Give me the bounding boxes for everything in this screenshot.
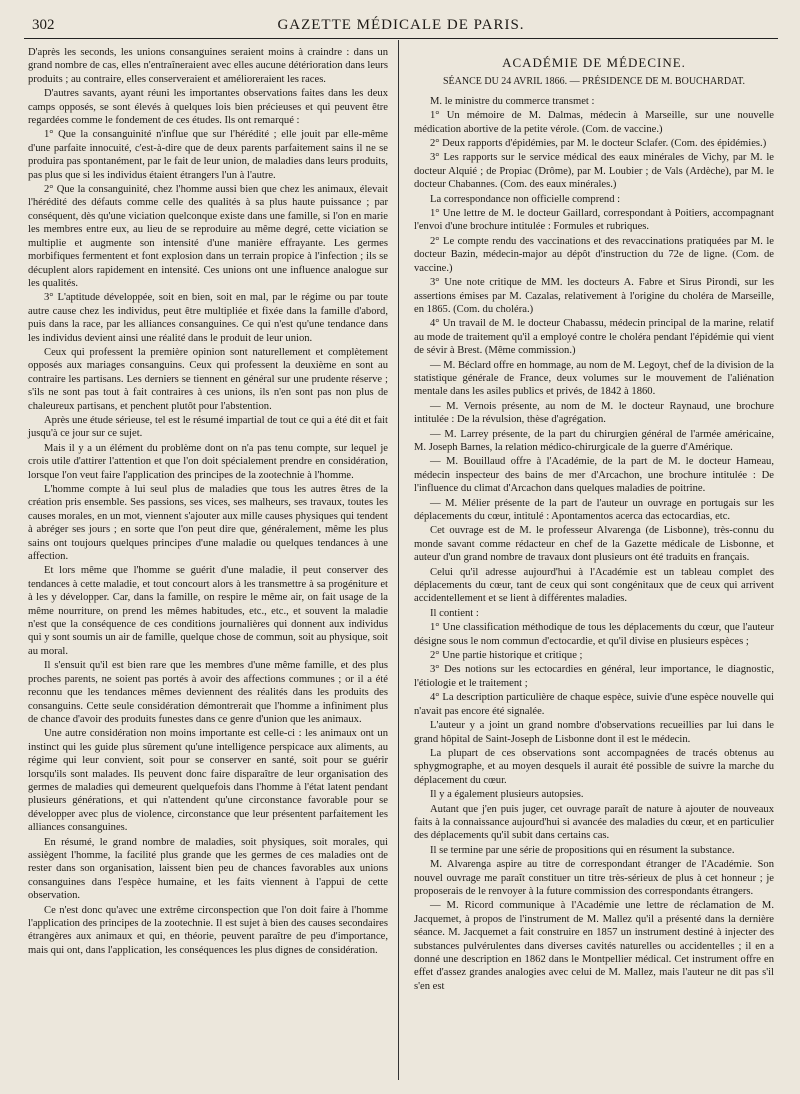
paragraph: Il s'ensuit qu'il est bien rare que les membres d'une même famille, et des plus proches parents, ne soient pas portés à avoir des affections communes ; or il a été reconnu que les tendances mêmes deviennent des réalités dans les produits des consanguins. Cette seule considération démontrerait que l'homme a infiniment plus de chance d'avoir des produits funestes dans ce genre d'union que les animaux. — [28, 660, 388, 725]
page-number: 302 — [32, 17, 55, 33]
paragraph: 1° Un mémoire de M. Dalmas, médecin à Marseille, sur une nouvelle médication abortive de la petite vérole. (Com. de vaccine.) — [414, 110, 774, 135]
paragraph: Il contient : — [430, 607, 479, 619]
paragraph: 2° Que la consanguinité, chez l'homme aussi bien que chez les animaux, élevait l'hérédité des défauts comme celle des qualités à sa plus haute puissance ; par conséquent, dès qu'une viciation quelconque existe dans une famille, si l'on en marie les membres entre eux, au lieu de se reproduire au même degré, cette viciation se multiplie et augmente son intensité d'une manière effrayante. Les germes morbifiques fermentent et font explosion dans un terrain propice à l'infection ; ils se décuplent alors rapidement en intensité. Ces unions ont une influence analogue sur les qualités. — [28, 184, 388, 289]
paragraph: — M. Vernois présente, au nom de M. le docteur Raynaud, une brochure intitulée : De la révulsion, thèse d'agrégation. — [414, 400, 774, 426]
paragraph: Ceux qui professent la première opinion sont naturellement et complètement opposés aux mariages consanguins. Ceux qui professent la deuxième en sont au contraire les partisans. Les derniers se tiennent en général sur une prudente réserve ; s'ils ne sont pas tout à fait contraires à ces unions, ils n'en sont pas non plus de chaleureux partisans, et penchent plutôt pour l'abstention. — [28, 346, 388, 412]
paragraph: Et lors même que l'homme se guérit d'une maladie, il peut conserver des tendances à cette maladie, et tout concourt alors à les transmettre à sa progéniture et à les y développer. Car, dans la famille, on respire le même air, on fait usage de la même nourriture, on prend les mêmes habitudes, etc., etc., et souvent la maladie n'est que la conséquence de ces conditions journalières qui donnent aux individus qui y sont soumis un air de famille, quelque chose de commun, soit au physique, soit au moral. — [28, 565, 388, 657]
section-title: ACADÉMIE DE MÉDECINE. — [502, 55, 686, 70]
paragraph: L'auteur y a joint un grand nombre d'observations recueillies par lui dans le grand hôpital de Saint-Joseph de Lisbonne dont il est le médecin. — [414, 720, 774, 745]
paragraph: 1° Une lettre de M. le docteur Gaillard, correspondant à Poitiers, accompagnant l'envoi d'une brochure intitulée : Formules et rubriques. — [414, 208, 774, 233]
paragraph: Une autre considération non moins importante est celle-ci : les animaux ont un instinct qui les guide plus sûrement qu'une intelligence perspicace aux aliments, au régime qui leur convient, soit pour se conserver en santé, soit pour se guérir lorsqu'ils sont malades. Ils peuvent donc faire disparaître de leur organisation des germes de maladies qui demeurent quelquefois dans l'homme à l'état latent pendant plusieurs générations, et qui n'attendent qu'une circonstance favorable pour se développer avec plus de violence, circonstance que leur présentent parfaitement les alliances consanguines. — [28, 728, 388, 834]
paragraph: En résumé, le grand nombre de maladies, soit physiques, soit morales, qui assiègent l'homme, la facilité plus grande que les germes de ces maladies ont de rester dans son organisation, laissent bien peu de chances favorables aux unions consanguines dans l'espèce humaine, et les faits viennent à l'appui de cette observation. — [28, 836, 388, 902]
paragraph: Celui qu'il adresse aujourd'hui à l'Académie est un tableau complet des déplacements du cœur, tant de ceux qui sont congénitaux que de ceux qui arrivent accidentellement et se lient à différentes maladies. — [414, 566, 774, 605]
paragraph: Cet ouvrage est de M. le professeur Alvarenga (de Lisbonne), très-connu du monde savant comme rédacteur en chef de la Gazette médicale de Lisbonne, et auteur d'un grand nombre de travaux dont plusieurs ont été traduits en français. — [414, 525, 774, 564]
paragraph: 3° Les rapports sur le service médical des eaux minérales de Vichy, par M. le docteur Alquié ; de Propiac (Drôme), par M. Loubier ; de Vals (Ardèche), par M. le docteur Chabannes. (Com. des eaux minérales.) — [414, 152, 774, 191]
paragraph: 4° La description particulière de chaque espèce, suivie d'une espèce nouvelle qui n'avait pas encore été signalée. — [414, 692, 774, 717]
paragraph: Il y a également plusieurs autopsies. — [430, 789, 584, 801]
paragraph: M. Alvarenga aspire au titre de correspondant étranger de l'Académie. Son nouvel ouvrage me paraît constituer un titre très-sérieux de plus à cet honneur ; je proposerais de le renvoyer à la future commission des correspondants étrangers. — [414, 859, 774, 897]
paragraph: 2° Deux rapports d'épidémies, par M. le docteur Sclafer. (Com. des épidémies.) — [430, 138, 767, 150]
paragraph: Ce n'est donc qu'avec une extrême circonspection que l'on doit faire à l'homme l'application des principes de la zootechnie. Il est sujet à bien des causes secondaires étrangères aux animaux et qui, en théorie, peuvent paraître de peu d'importance, mais qui ont, dans l'application, les conséquences les plus dignes de considération. — [28, 904, 388, 956]
paragraph: M. le ministre du commerce transmet : — [430, 95, 595, 107]
session-heading: SÉANCE DU 24 AVRIL 1866. — PRÉSIDENCE DE M. BOUCHARDAT. — [442, 76, 746, 88]
paragraph: 4° Un travail de M. le docteur Chabassu, médecin principal de la marine, relatif au mode de traitement qu'il a employé contre le choléra pendant l'épidémie qui vient de sévir à Brest. (Même commission.) — [414, 318, 774, 357]
column-rule — [398, 40, 399, 1080]
paragraph: 2° Une partie historique et critique ; — [430, 650, 583, 662]
paragraph: 1° Une classification méthodique de tous les déplacements du cœur, que l'auteur désigne sous le nom commun d'ectocardie, et qu'il divise en plusieurs espèces ; — [414, 622, 774, 647]
paragraph: 1° Que la consanguinité n'influe que sur l'hérédité ; elle jouit par elle-même d'une parfaite innocuité, c'est-à-dire que de deux parents parfaitement sains il ne se produira pas spontanément, par le fait de leur union, de maladies dans leurs produits, pas plus que si les individus étaient étrangers l'un à l'autre. — [28, 129, 388, 181]
paragraph: La correspondance non officielle comprend : — [430, 193, 621, 205]
paragraph: — M. Béclard offre en hommage, au nom de M. Legoyt, chef de la division de la statistique générale de France, deux volumes sur le mouvement de l'aliénation mentale dans les asiles publics et privés, de 1842 à 1860. — [414, 359, 775, 398]
paragraph: — M. Ricord communique à l'Académie une lettre de réclamation de M. Jacquemet, à propos de l'instrument de M. Mallez qu'il a présenté dans la dernière séance. M. Jacquemet a fait construire en 1857 un instrument destiné à injecter des substances pulvérulentes dans diverses cavités naturelles ou accidentelles ; il en a donné une description en 1862 dans le Montpellier médical. Cet instrument offre en effet d'assez grandes analogies avec celui de M. Mallez, mais l'auteur ne dit pas s'il s'en est — [414, 900, 774, 992]
right-column — [414, 46, 774, 994]
paragraph: — M. Mélier présente de la part de l'auteur un ouvrage en portugais sur les déplacements du cœur, intitulé : Apontamentos acerca das ectocardias, etc. — [414, 497, 774, 522]
paragraph: — M. Bouillaud offre à l'Académie, de la part de M. le docteur Hameau, médecin inspecteur des bains de mer d'Arcachon, une brochure intitulée : De l'influence du climat d'Arcachon dans quelques maladies de poitrine. — [414, 456, 774, 495]
paragraph: Mais il y a un élément du problème dont on n'a pas tenu compte, sur lequel je crois utile d'attirer l'attention et que l'on doit spécialement prendre en considération, lorsque l'on veut faire l'application des principes de la zootechnie à l'homme. — [28, 442, 388, 481]
paragraph: L'homme compte à lui seul plus de maladies que tous les autres êtres de la création pris ensemble. Ses passions, ses vices, ses malheurs, ses travaux, toutes les causes morales, en un mot, viennent s'ajouter aux mille causes physiques qui tendent à abréger ses jours ; en sorte que l'on peut dire que, généralement, même les plus sains ont toujours quelques principes d'une maladie ou quelques tendances à une affection. — [28, 484, 388, 563]
paragraph: La plupart de ces observations sont accompagnées de tracés obtenus au sphygmographe, et au moyen desquels il aurait été possible de suivre la marche du déplacement du cœur. — [414, 747, 774, 786]
paragraph: 3° Des notions sur les ectocardies en général, leur importance, le diagnostic, l'étiologie et le traitement ; — [414, 664, 774, 689]
paragraph: Après une étude sérieuse, tel est le résumé impartial de tout ce qui a été dit et fait jusqu'à ce jour sur ce sujet. — [28, 414, 388, 440]
paragraph: 2° Le compte rendu des vaccinations et des revaccinations pratiquées par M. le docteur Bazin, médecin-major au dépôt d'instruction du 72e de ligne. (Com. de vaccine.) — [414, 235, 774, 274]
paragraph: — M. Larrey présente, de la part du chirurgien général de l'armée américaine, M. Joseph Barnes, la relation médico-chirurgicale de la guerre d'Amérique. — [414, 428, 774, 453]
running-header — [24, 12, 778, 39]
paragraph: Il se termine par une série de propositions qui en résument la substance. — [430, 844, 735, 856]
paragraph: D'autres savants, ayant réuni les importantes observations faites dans les deux camps opposés, se sont élevés à quelques lois bien précieuses et qui peuvent être regardées comme le fondement de ces études. Ils ont remarqué : — [28, 88, 388, 127]
paragraph: D'après les seconds, les unions consanguines seraient moins à craindre : dans un grand nombre de cas, elles n'entraîneraient avec elles aucune détérioration dans leurs produits ; au contraire, elles conserveraient et amélioreraient les races. — [28, 47, 388, 85]
journal-title: GAZETTE MÉDICALE DE PARIS. — [277, 17, 525, 33]
paragraph: 3° L'aptitude développée, soit en bien, soit en mal, par le régime ou par toute autre cause chez les individus, peut être multipliée et fixée dans la famille d'abord, puis dans la race, par les alliances consanguines. Ce qui n'est qu'une tendance dans les individus devient ainsi une réalité dans le produit de leur union. — [28, 292, 388, 344]
left-column — [28, 46, 388, 958]
paragraph: 3° Une note critique de MM. les docteurs A. Fabre et Sirus Pirondi, sur les assertions émises par M. Cazalas, relativement à l'origine du choléra de Marseille, en 1865. (Com. du choléra.) — [414, 277, 774, 315]
paragraph: Autant que j'en puis juger, cet ouvrage paraît de nature à ajouter de nouveaux faits à la connaissance aujourd'hui si avancée des maladies du cœur, et en particulier des déplacements qu'il subit dans certains cas. — [414, 803, 774, 842]
